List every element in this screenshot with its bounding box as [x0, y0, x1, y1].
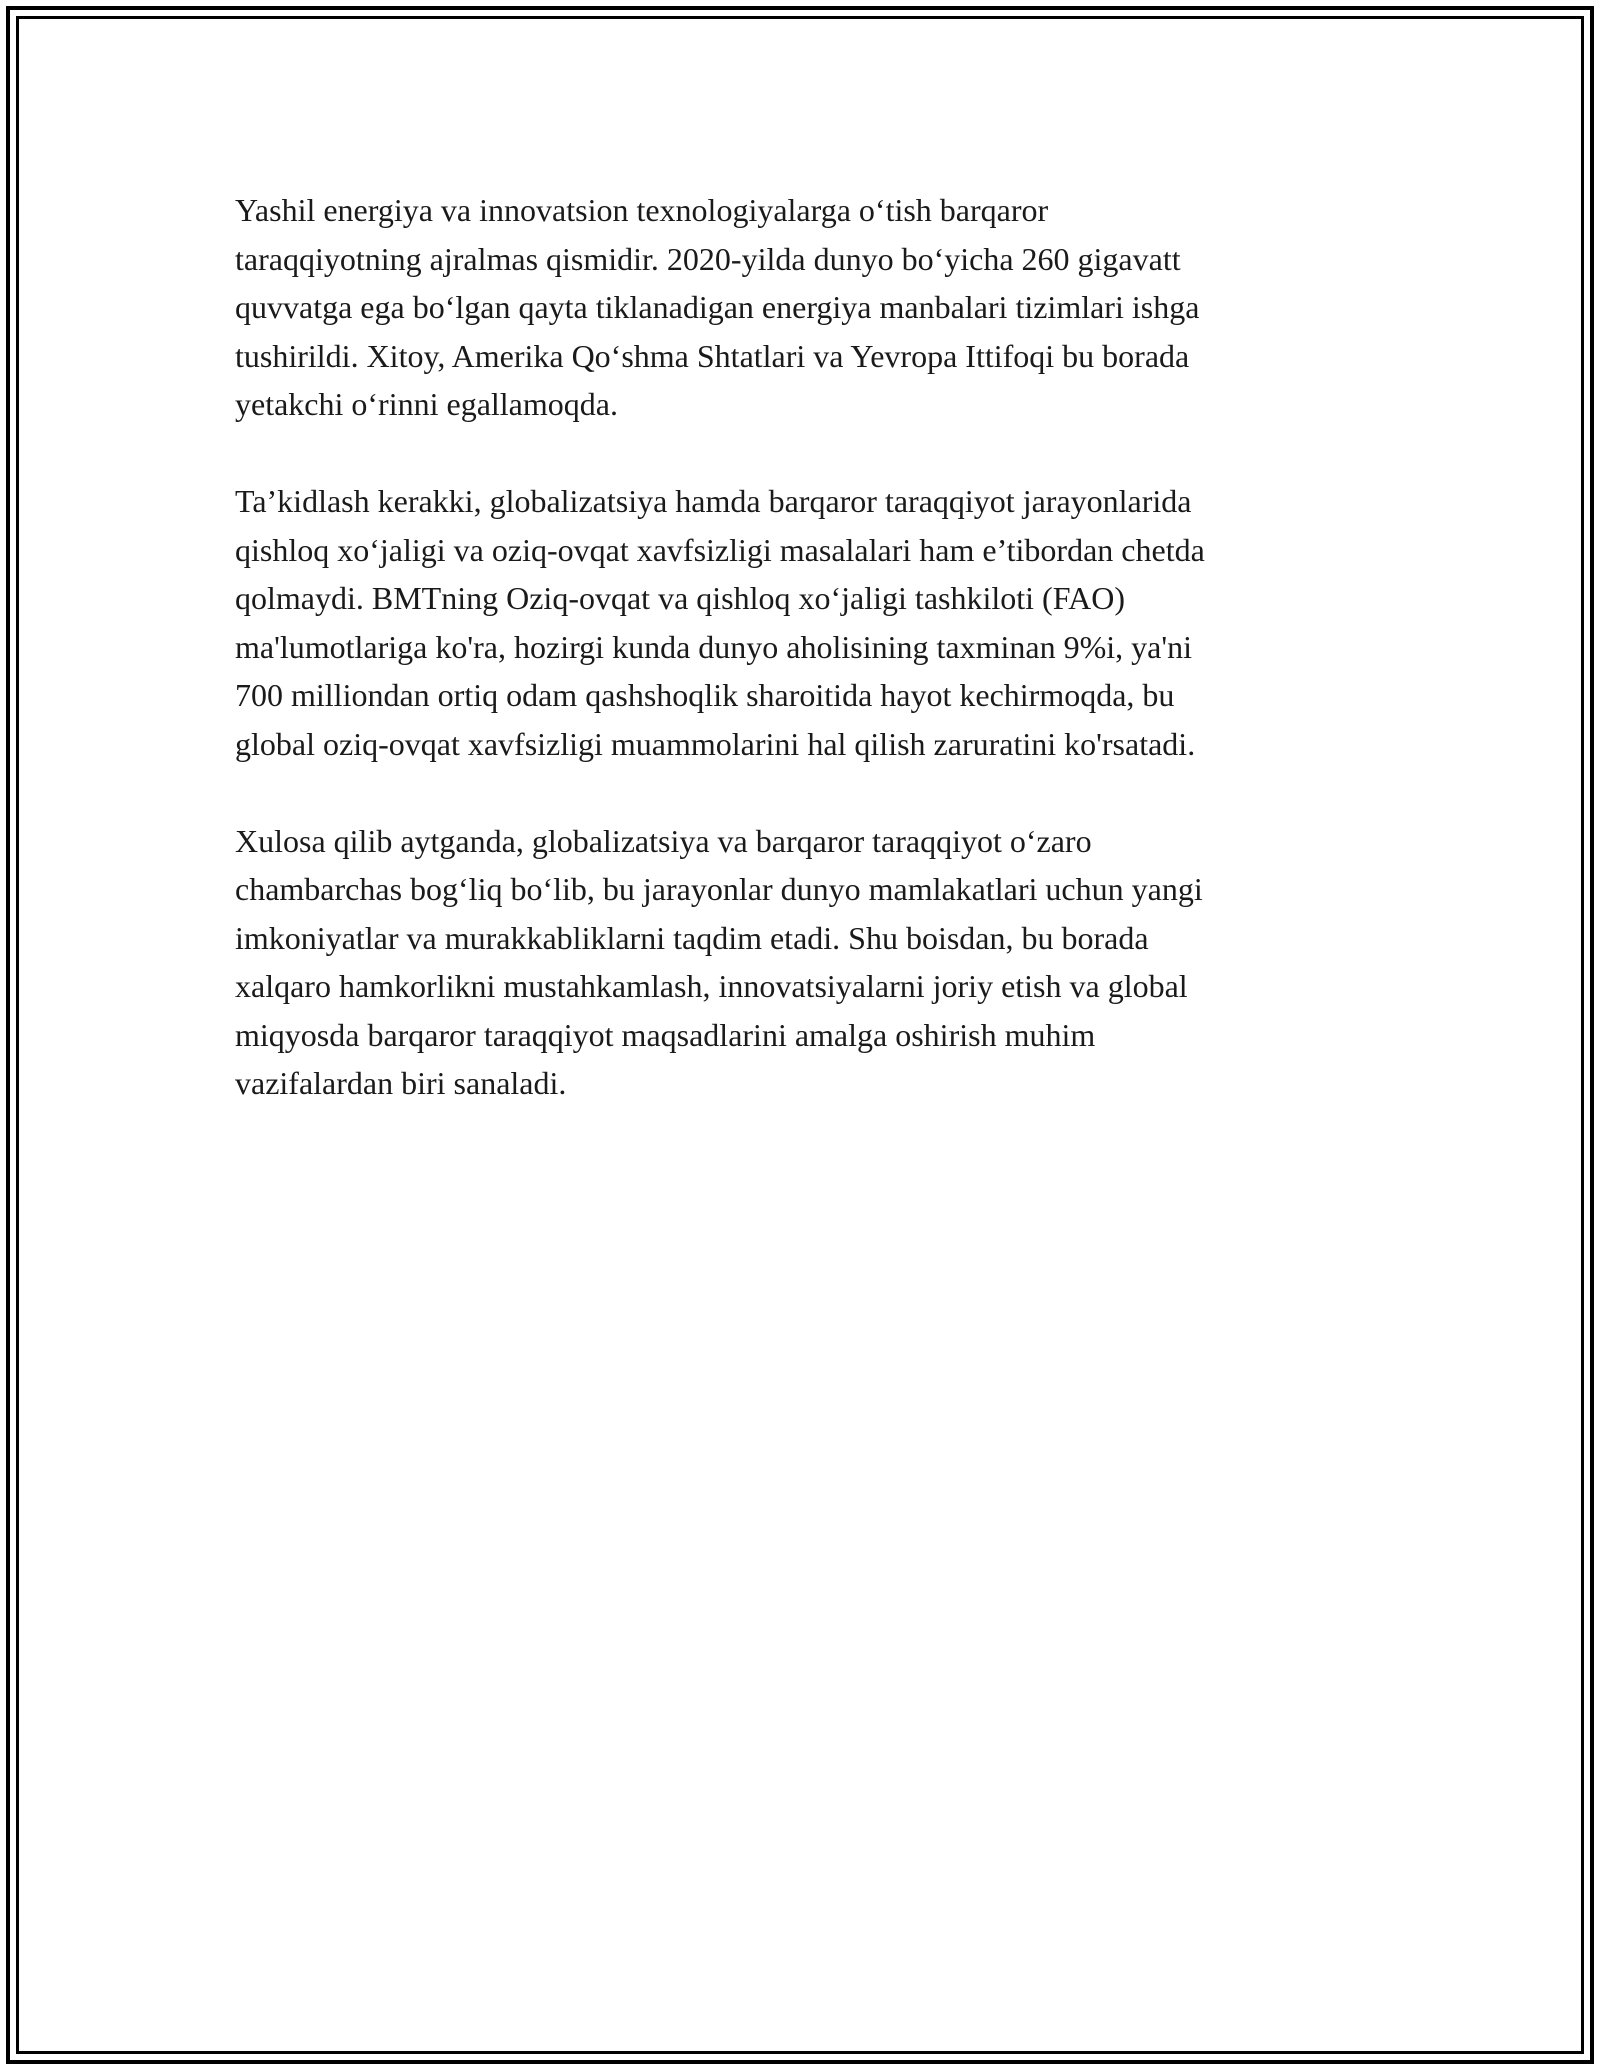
paragraph-conclusion: Xulosa qilib aytganda, globalizatsiya va barqaror taraqqiyot o‘zaro chambarchas bog‘liq bo‘lib, bu jarayonlar dunyo mamlakatlari uchun yangi imkoniyatlar va murakkabliklarni taqdim etadi. Shu boisdan, bu borada xalqaro hamkorlikni mustahkamlash, innovatsiyalarni joriy etish va global miqyosda barqaror taraqqiyot maqsadlarini amalga oshirish muhim vazifalardan biri sanaladi.	[235, 822, 1203, 1101]
paragraph-food-security: Ta’kidlash kerakki, globalizatsiya hamda barqaror taraqqiyot jarayonlarida qishloq xo‘jaligi va oziq-ovqat xavfsizligi masalalari ham e’tibordan chetda qolmaydi. BMTning Oziq-ovqat va qishloq xo‘jaligi tashkiloti (FAO) ma'lumotlariga ko'ra, hozirgi kunda dunyo aholisining taxminan 9%i, ya'ni 700 milliondan ortiq odam qashshoqlik sharoitida hayot kechirmoqda, bu global oziq-ovqat xavfsizligi muammolarini hal qilish zaruratini ko'rsatadi.	[235, 483, 1205, 762]
document-body	[235, 186, 1355, 1156]
paragraph-green-energy: Yashil energiya va innovatsion texnologiyalarga o‘tish barqaror taraqqiyotning ajralmas qismidir. 2020-yilda dunyo bo‘yicha 260 gigavatt quvvatga ega bo‘lgan qayta tiklanadigan energiya manbalari tizimlari ishga tushirildi. Xitoy, Amerika Qo‘shma Shtatlari va Yevropa Ittifoqi bu borada yetakchi o‘rinni egallamoqda.	[235, 192, 1200, 422]
